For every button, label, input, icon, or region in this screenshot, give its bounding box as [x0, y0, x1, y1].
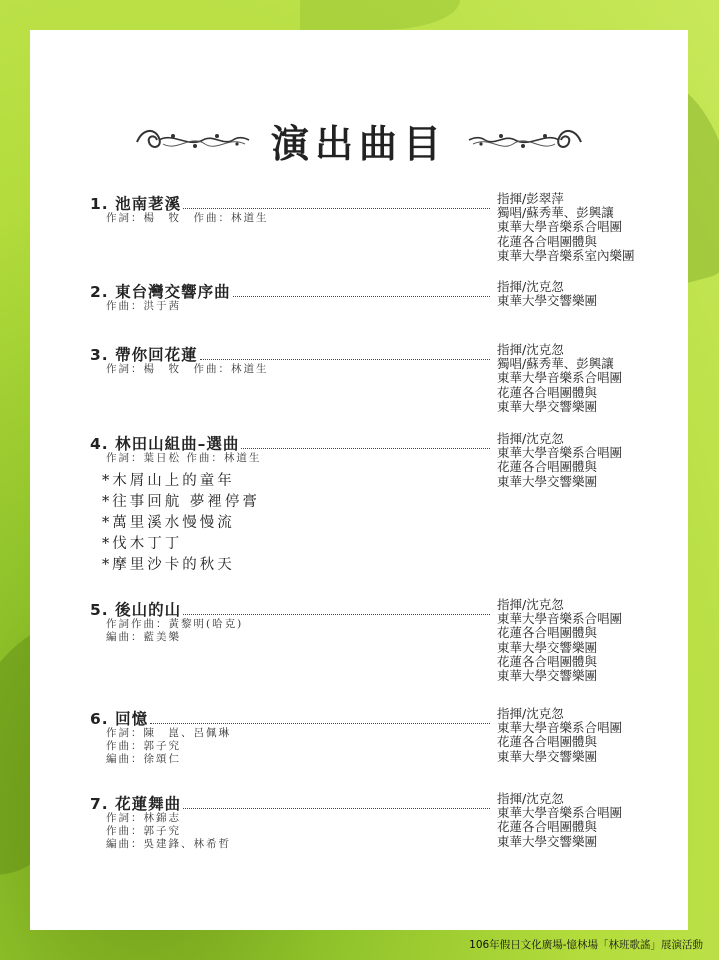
piece-title: 6. 回憶	[90, 710, 149, 728]
piece-credit: 作詞：楊 牧 作曲：林道生	[106, 363, 269, 375]
piece-credit: 編曲：徐頌仁	[106, 753, 181, 765]
leader-dots	[183, 796, 490, 809]
performer-line: 東華大學交響樂團	[497, 398, 598, 414]
performer-line: 花蓮各合唱團體與	[497, 233, 598, 249]
performer-line: 指揮/沈克忽	[497, 791, 564, 806]
selection-item: *往事回航 夢裡停膏	[102, 494, 260, 510]
piece-credit: 作詞：林錦志	[106, 812, 181, 824]
piece-credit: 作曲：郭子究	[106, 740, 181, 752]
performer-line: 花蓮各合唱團體與	[497, 625, 598, 641]
performer-line: 東華大學交響樂團	[497, 639, 598, 655]
performer-line: 指揮/彭翠萍	[497, 191, 564, 206]
piece-credit: 編曲：藍美樂	[106, 631, 181, 643]
performer-line: 東華大學音樂系合唱團	[497, 370, 623, 386]
performer-line: 指揮/沈克忽	[497, 431, 564, 446]
performer-line: 東華大學交響樂團	[497, 668, 598, 684]
piece-credit: 作曲：洪于茜	[106, 300, 181, 312]
leader-dots	[183, 196, 490, 209]
performer-line: 獨唱/蘇秀華、彭興讓	[497, 356, 614, 372]
piece-credit: 編曲：吳建鋒、林希哲	[106, 838, 231, 850]
selection-item: *伐木丁丁	[102, 536, 183, 552]
performer-line: 指揮/沈克忽	[497, 597, 564, 612]
background-leaf	[300, 0, 460, 30]
performer-line: 東華大學音樂系合唱團	[497, 219, 623, 235]
performer-line: 東華大學交響樂團	[497, 833, 598, 849]
leader-dots	[183, 602, 490, 615]
piece-title: 4. 林田山組曲–選曲	[90, 435, 240, 453]
performer-line: 花蓮各合唱團體與	[497, 734, 598, 750]
program-header	[30, 112, 688, 168]
leader-dots	[241, 436, 490, 449]
right-flourish-icon	[465, 122, 585, 158]
performer-line: 花蓮各合唱團體與	[497, 819, 598, 835]
piece-credit: 作詞：楊 牧 作曲：林道生	[106, 212, 269, 224]
piece-credit: 作詞：陳 崑、呂佩琳	[106, 727, 231, 739]
performer-line: 指揮/沈克忽	[497, 279, 564, 294]
page-title: 演出曲目	[270, 120, 447, 166]
piece-credit: 作詞作曲：黃黎明(哈克)	[106, 618, 244, 630]
performer-line: 花蓮各合唱團體與	[497, 653, 598, 669]
piece-title: 5. 後山的山	[90, 601, 182, 619]
leader-dots	[233, 284, 490, 297]
leader-dots	[150, 711, 490, 724]
piece-title: 1. 池南荖溪	[90, 195, 182, 213]
performer-line: 花蓮各合唱團體與	[497, 459, 598, 475]
performer-line: 東華大學交響樂團	[497, 473, 598, 489]
performer-line: 東華大學音樂系合唱團	[497, 720, 623, 736]
leader-dots	[200, 347, 490, 360]
piece-title: 2. 東台灣交響序曲	[90, 283, 231, 301]
performer-line: 東華大學音樂系合唱團	[497, 611, 623, 627]
selection-item: *摩里沙卡的秋天	[102, 557, 235, 573]
program-card	[30, 30, 688, 930]
performer-line: 東華大學交響樂團	[497, 748, 598, 764]
performer-line: 獨唱/蘇秀華、彭興讓	[497, 205, 614, 221]
performer-line: 指揮/沈克忽	[497, 342, 564, 357]
piece-title: 3. 帶你回花蓮	[90, 346, 198, 364]
piece-credit: 作曲：郭子究	[106, 825, 181, 837]
performer-line: 東華大學音樂系合唱團	[497, 445, 623, 461]
performer-line: 指揮/沈克忽	[497, 706, 564, 721]
performer-line: 東華大學音樂系合唱團	[497, 805, 623, 821]
performer-line: 東華大學交響樂團	[497, 293, 598, 309]
selection-item: *萬里溪水慢慢流	[102, 515, 235, 531]
footer-caption: 106年假日文化廣場-憶林場「林班歌謠」展演活動	[469, 939, 703, 951]
performer-line: 東華大學音樂系室內樂團	[497, 247, 635, 263]
performer-line: 花蓮各合唱團體與	[497, 384, 598, 400]
piece-title: 7. 花蓮舞曲	[90, 795, 182, 813]
selection-item: *木屑山上的童年	[102, 473, 235, 489]
piece-credit: 作詞：葉日松 作曲：林道生	[106, 452, 262, 464]
left-flourish-icon	[133, 122, 253, 158]
